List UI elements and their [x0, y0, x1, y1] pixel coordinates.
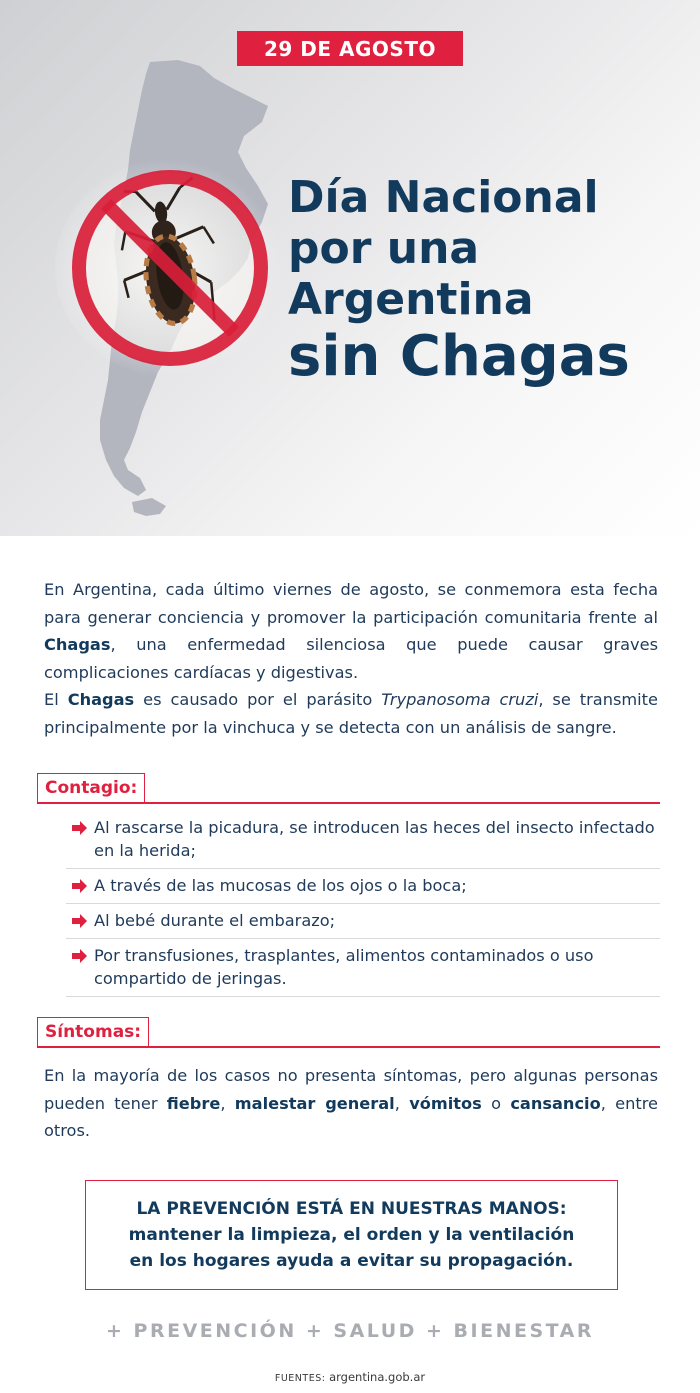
- sintomas-text-segment: o: [481, 1093, 511, 1113]
- sintomas-text-segment: ,: [220, 1093, 235, 1113]
- symptom-fiebre: fiebre: [166, 1093, 221, 1113]
- intro-text-segment: El: [44, 690, 68, 709]
- arrow-right-icon: [70, 878, 94, 894]
- intro-bold-chagas: Chagas: [67, 690, 135, 709]
- sources-label: FUENTES:: [274, 1373, 326, 1384]
- list-item: [66, 811, 660, 869]
- list-item-text: A través de las mucosas de los ojos o la boca;: [94, 876, 467, 895]
- intro-text-segment: En Argentina, cada último viernes de agosto, se conmemora esta fecha para generar conciencia y promover la participación comunitaria frente al: [44, 580, 658, 627]
- title-line-4: sin Chagas: [288, 324, 630, 389]
- date-badge: 29 DE AGOSTO: [237, 31, 463, 66]
- sintomas-heading: Síntomas:: [37, 1017, 149, 1047]
- list-item-text: Al rascarse la picadura, se introducen las heces del insecto infectado en la herida;: [94, 818, 655, 860]
- list-item: [66, 904, 660, 939]
- intro-text: [44, 576, 658, 741]
- list-item-text: Por transfusiones, trasplantes, alimentos contaminados o uso compartido de jeringas.: [94, 946, 594, 988]
- intro-paragraph-2: [44, 686, 658, 741]
- title-line-2: por una: [288, 223, 480, 274]
- prevention-line-3: en los hogares ayuda a evitar su propagación.: [129, 1251, 574, 1271]
- symptom-cansancio: cansancio: [510, 1093, 601, 1113]
- prohibited-insect-icon: [74, 172, 266, 364]
- hero-banner: [0, 0, 700, 536]
- sources-link[interactable]: argentina.gob.ar: [329, 1370, 426, 1384]
- sintomas-text-segment: En la mayoría de los casos no presenta síntomas, pero algunas personas pueden tener: [44, 1066, 658, 1113]
- arrow-right-icon: [70, 913, 94, 929]
- title-line-3: Argentina: [288, 274, 534, 325]
- tagline: + PREVENCIÓN + SALUD + BIENESTAR: [106, 1320, 594, 1342]
- title-line-1: Día Nacional: [288, 172, 599, 223]
- contagio-list: [66, 811, 660, 997]
- sintomas-text-segment: , entre otros.: [44, 1093, 658, 1140]
- symptom-vomitos: vómitos: [409, 1093, 482, 1113]
- list-item: [66, 939, 660, 997]
- prevention-line-1: LA PREVENCIÓN ESTÁ EN NUESTRAS MANOS:: [136, 1199, 567, 1219]
- intro-text-segment: , una enfermedad silenciosa que puede causar graves complicaciones cardíacas y digestivas.: [44, 635, 658, 682]
- intro-paragraph-1: [44, 576, 658, 686]
- sintomas-text: [44, 1062, 658, 1145]
- prevention-box: [85, 1180, 618, 1290]
- list-item-text: Al bebé durante el embarazo;: [94, 911, 336, 930]
- list-item: [66, 869, 660, 904]
- tierra-del-fuego-shape: [132, 498, 166, 516]
- sintomas-text-segment: ,: [394, 1093, 410, 1113]
- page-title: [288, 172, 688, 389]
- intro-text-segment: , se transmite principalmente por la vinchuca y se detecta con un análisis de sangre.: [44, 690, 658, 737]
- arrow-right-icon: [70, 820, 94, 836]
- sources: [0, 1370, 700, 1384]
- prevention-line-2: mantener la limpieza, el orden y la ventilación: [128, 1225, 575, 1245]
- intro-bold-chagas: Chagas: [44, 635, 111, 654]
- contagio-heading: Contagio:: [37, 773, 145, 803]
- intro-italic-parasite: Trypanosoma cruzi: [381, 690, 539, 709]
- arrow-right-icon: [70, 948, 94, 964]
- symptom-malestar: malestar general: [234, 1093, 395, 1113]
- intro-text-segment: es causado por el parásito: [134, 690, 382, 709]
